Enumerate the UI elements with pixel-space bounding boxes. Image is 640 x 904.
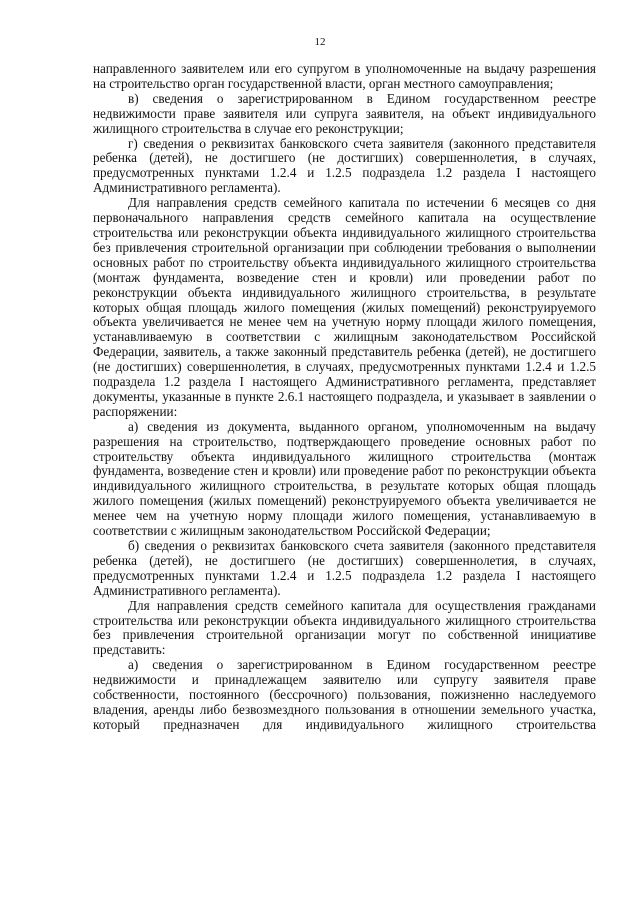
- paragraph: а) сведения из документа, выданного органом, уполномоченным на выдачу разрешения на строительство, подтверждающего проведение основных работ по строительству объекта индивидуального жилищного строительства (монтаж фундамента, возведение стен и кровли) или проведение работ по реконструкции объекта индивидуального жилищного строительства, в результате которых общая площадь жилого помещения (жилых помещений) реконструируемого объекта увеличивается не менее чем на учетную норму площади жилого помещения, устанавливаемую в соответствии с жилищным законодательством Российской Федерации;: [93, 418, 596, 539]
- page-number: 12: [314, 36, 326, 48]
- paragraph: направленного заявителем или его супругом в уполномоченные на выдачу разрешения на строительство орган государственной власти, орган местного самоуправления;: [93, 61, 596, 91]
- paragraph: Для направления средств семейного капитала по истечении 6 месяцев со дня первоначального направления средств семейного капитала на осуществление строительства или реконструкции объекта индивидуального жилищного строительства без привлечения строительной организации при соблюдении требования о выполнении основных работ по строительству объекта индивидуального жилищного строительства (монтаж фундамента, возведение стен и кровли) или проведении работ по реконструкции объекта индивидуального жилищного строительства, в результате которых общая площадь жилого помещения (жилых помещений) реконструируемого объекта увеличивается не менее чем на учетную норму площади жилого помещения, устанавливаемую в соответствии с жилищным законодательством Российской Федерации, заявитель, а также законный представитель ребенка (детей), не достигшего (не достигших) совершеннолетия, в случаях, предусмотренных пунктами 1.2.4 и 1.2.5 подраздела 1.2 раздела I настоящего Административного регламента, представляет документы, указанные в пункте 2.6.1 настоящего подраздела, и указывает в заявлении о распоряжении:: [93, 195, 596, 419]
- paragraph: а) сведения о зарегистрированном в Едином государственном реестре недвижимости и принадлежащем заявителю или супругу заявителя праве собственности, постоянного (бессрочного) пользования, пожизненно наследуемого владения, аренды либо безвозмездного пользования в отношении земельного участка, который предназначен для индивидуального жилищного строительства: [93, 657, 596, 732]
- paragraph: г) сведения о реквизитах банковского счета заявителя (законного представителя ребенка (детей), не достигшего (не достигших) совершеннолетия, в случаях, предусмотренных пунктами 1.2.4 и 1.2.5 подраздела 1.2 раздела I настоящего Административного регламента).: [93, 135, 596, 196]
- paragraph: в) сведения о зарегистрированном в Едином государственном реестре недвижимости праве заявителя или супруга заявителя, на объект индивидуального жилищного строительства в случае его реконструкции;: [93, 90, 596, 136]
- paragraph: Для направления средств семейного капитала для осуществления гражданами строительства или реконструкции объекта индивидуального жилищного строительства без привлечения строительной организации могут по собственной инициативе представить:: [93, 597, 596, 658]
- paragraph: б) сведения о реквизитах банковского счета заявителя (законного представителя ребенка (детей), не достигшего (не достигших) совершеннолетия, в случаях, предусмотренных пунктами 1.2.4 и 1.2.5 подраздела 1.2 раздела I настоящего Административного регламента).: [93, 538, 596, 598]
- document-body: [93, 62, 596, 733]
